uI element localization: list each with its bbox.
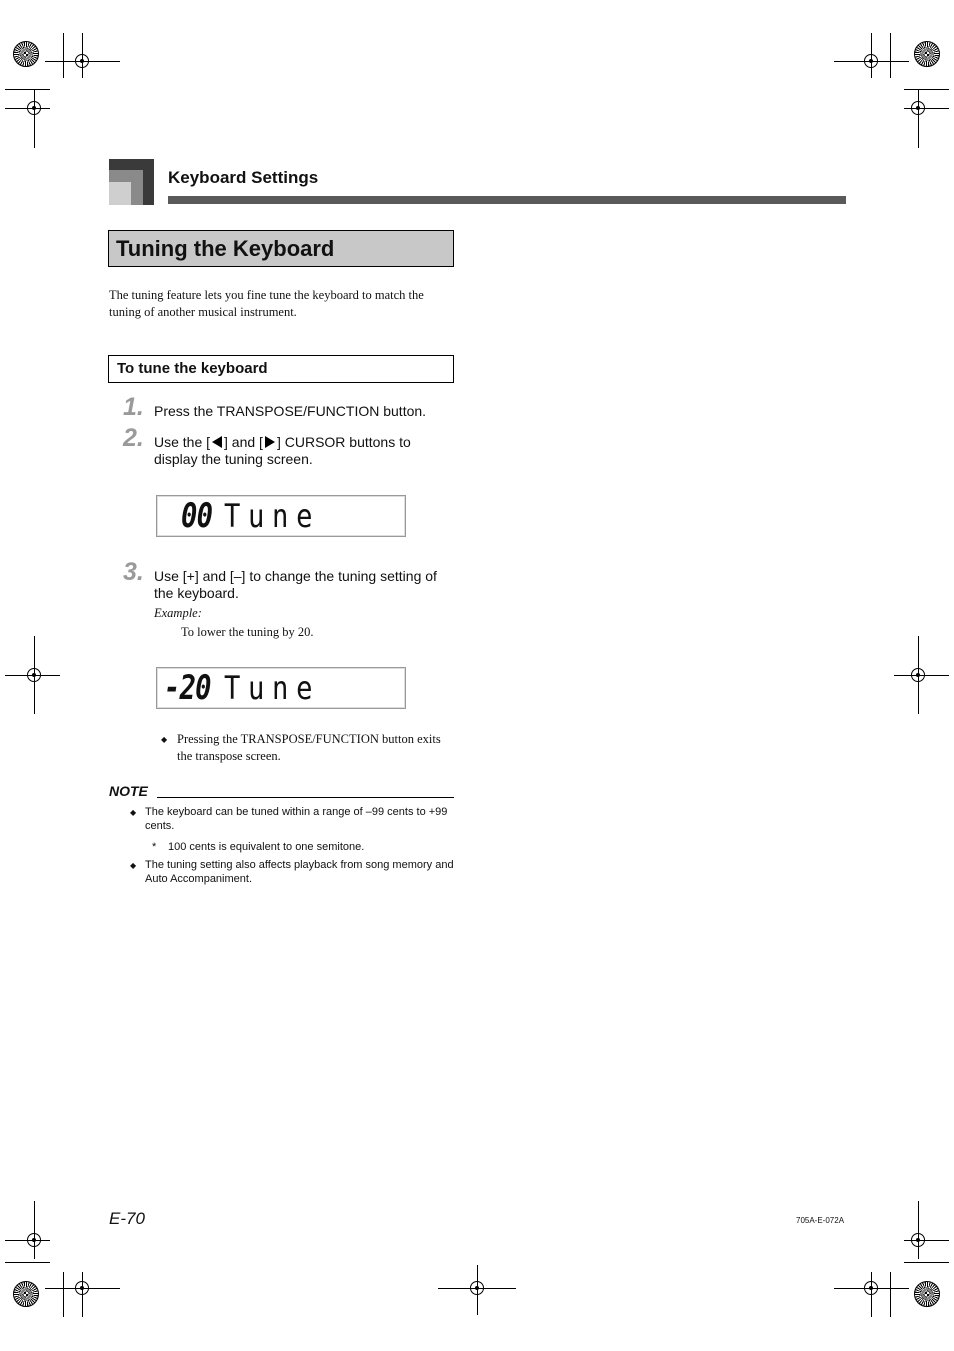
right-arrow-icon xyxy=(265,436,275,448)
crop-line xyxy=(5,1262,50,1263)
registration-burst-top-right xyxy=(914,41,940,67)
intro-paragraph: The tuning feature lets you fine tune the keyboard to match the tuning of another musical instrument. xyxy=(109,288,424,319)
step-number: 1. xyxy=(123,393,144,421)
registration-mark xyxy=(75,54,89,68)
note-label: NOTE xyxy=(109,783,148,799)
header-rule xyxy=(168,196,846,204)
crop-line xyxy=(5,89,50,90)
left-arrow-icon xyxy=(212,436,222,448)
registration-mark xyxy=(864,1281,878,1295)
step-text: Press the TRANSPOSE/FUNCTION button. xyxy=(154,403,427,419)
diamond-bullet-icon: ◆ xyxy=(161,735,168,744)
lcd-digits: 00 xyxy=(181,496,213,536)
note-sub-mark: * xyxy=(152,841,157,853)
header-graphic xyxy=(109,182,131,205)
registration-mark xyxy=(911,668,925,682)
crop-line xyxy=(918,90,919,148)
step-text-part: ] CURSOR buttons to display the tuning screen. xyxy=(154,434,411,467)
diamond-bullet-icon: ◆ xyxy=(130,861,137,870)
lcd-word: Tune xyxy=(224,497,321,535)
step-bullet-text: Pressing the TRANSPOSE/FUNCTION button exits the transpose screen. xyxy=(177,732,441,763)
example-label: Example: xyxy=(154,606,202,620)
step-text-part: Use the [ xyxy=(154,434,211,450)
step-number: 3. xyxy=(123,558,144,586)
document-code: 705A-E-072A xyxy=(796,1216,845,1225)
registration-mark xyxy=(470,1281,484,1295)
subsection-title: To tune the keyboard xyxy=(117,360,268,377)
step-text-part: ] and [ xyxy=(224,434,263,450)
crop-line xyxy=(34,90,35,148)
crop-line xyxy=(63,33,64,78)
registration-mark xyxy=(75,1281,89,1295)
crop-line xyxy=(890,33,891,78)
lcd-digits: -20 xyxy=(164,668,211,708)
crop-line xyxy=(918,1201,919,1259)
note-item: The keyboard can be tuned within a range of –99 cents to +99 cents. xyxy=(145,806,448,832)
registration-burst-bottom-left xyxy=(13,1281,39,1307)
step-text xyxy=(154,434,454,468)
registration-mark xyxy=(27,1233,41,1247)
registration-mark xyxy=(27,101,41,115)
registration-burst-top-left xyxy=(13,41,39,67)
step-text: Use [+] and [–] to change the tuning setting of the keyboard. xyxy=(154,568,437,601)
lcd-word: Tune xyxy=(224,669,321,707)
crop-line xyxy=(63,1272,64,1317)
note-rule xyxy=(157,797,454,798)
diamond-bullet-icon: ◆ xyxy=(130,808,137,817)
registration-burst-bottom-right xyxy=(914,1281,940,1307)
registration-mark xyxy=(27,668,41,682)
step-number: 2. xyxy=(123,424,144,452)
crop-line xyxy=(34,1201,35,1259)
section-header: Keyboard Settings xyxy=(168,168,319,187)
registration-mark xyxy=(911,1233,925,1247)
crop-line xyxy=(890,1272,891,1317)
page-number: E-70 xyxy=(109,1209,145,1228)
registration-mark xyxy=(864,54,878,68)
page-title: Tuning the Keyboard xyxy=(116,236,335,261)
crop-line xyxy=(904,89,949,90)
example-text: To lower the tuning by 20. xyxy=(181,625,314,639)
crop-line xyxy=(904,1262,949,1263)
note-item: The tuning setting also affects playback from song memory and Auto Accompaniment. xyxy=(145,859,454,885)
registration-mark xyxy=(911,101,925,115)
note-sub-item: 100 cents is equivalent to one semitone. xyxy=(168,841,365,853)
